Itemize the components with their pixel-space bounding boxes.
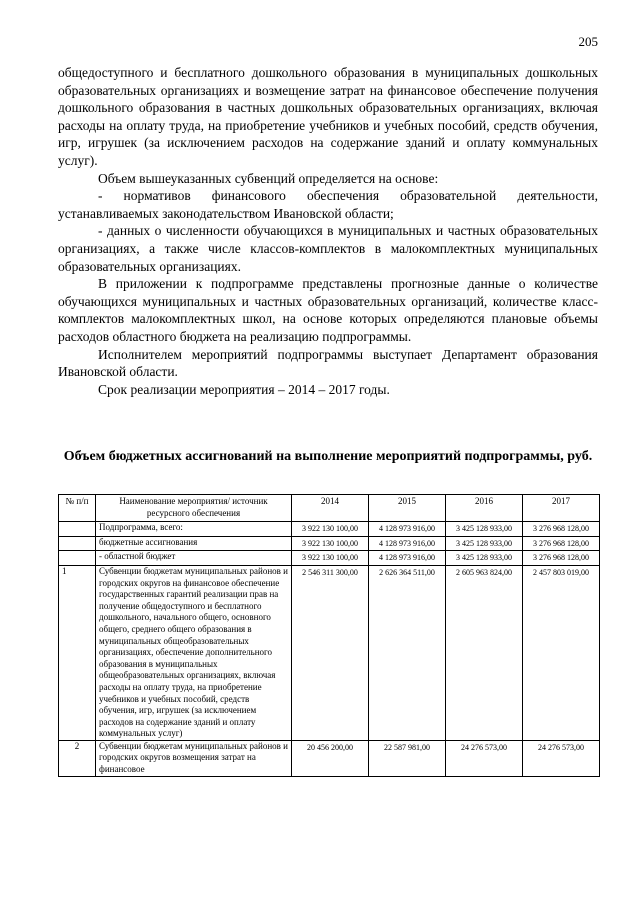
table-cell [59,536,96,551]
table-cell [59,551,96,566]
table-cell: 24 276 573,00 [523,740,600,776]
paragraph: - нормативов финансового обеспечения образовательной деятельности, устанавливаемых законодательством Ивановской области; [58,188,598,221]
table-cell: 2 546 311 300,00 [292,565,369,740]
table-cell: 1 [59,565,96,740]
table-cell: 3 276 968 128,00 [523,522,600,537]
header-cell-number: № п/п [59,495,96,522]
table-header-row [59,495,600,522]
table-title: Объем бюджетных ассигнований на выполнение мероприятий подпрограммы, руб. [63,449,593,464]
paragraph: В приложении к подпрограмме представлены прогнозные данные о количестве обучающихся муниципальных и частных образовательных организаций, количестве класс-комплектов малокомплектных школ, на основе которых определяются плановые объемы расходов областного бюджета на реализацию подпрограммы. [58,276,598,344]
table-cell: Субвенции бюджетам муниципальных районов и городских округов на финансовое обеспечение государственных гарантий реализации прав на получение общедоступного и бесплатного дошкольного, начального общего, основного общего, среднего общего образования в муниципальных общеобразовательных организациях, обеспечение дополнительного образования в муниципальных общеобразовательных организациях, включая расходы на оплату труда, на приобретение учебников и учебных пособий, средств обучения, игр, игрушек (за исключением расходов на содержание зданий и оплату коммунальных услуг) [96,565,292,740]
table-cell: 2 626 364 511,00 [369,565,446,740]
table-cell: 3 425 128 933,00 [446,522,523,537]
table-cell: 3 276 968 128,00 [523,551,600,566]
paragraph: - данных о численности обучающихся в муниципальных и частных образовательных организациях, а также числе классов-комплектов в малокомплектных муниципальных образовательных организациях. [58,223,598,274]
table-row [59,565,600,740]
paragraph: Исполнителем мероприятий подпрограммы выступает Департамент образования Ивановской области. [58,346,598,380]
header-cell-2014: 2014 [292,495,369,522]
table-cell: 2 457 803 019,00 [523,565,600,740]
table-cell: 3 425 128 933,00 [446,551,523,566]
table-cell: 22 587 981,00 [369,740,446,776]
table-row [59,740,600,776]
table-cell [59,522,96,537]
body-text [58,64,598,398]
table-cell: 4 128 973 916,00 [369,536,446,551]
table-cell: - областной бюджет [96,551,292,566]
table-cell: 3 922 130 100,00 [292,522,369,537]
table-cell: 3 922 130 100,00 [292,536,369,551]
table-cell: 4 128 973 916,00 [369,551,446,566]
table-cell: 3 922 130 100,00 [292,551,369,566]
table-cell: 20 456 200,00 [292,740,369,776]
paragraph: Объем вышеуказанных субвенций определяется на основе: [98,170,439,186]
paragraph: общедоступного и бесплатного дошкольного образования в муниципальных дошкольных образовательных организациях и возмещение затрат на финансовое обеспечение получения дошкольного образования в частных дошкольных образовательных организациях, включая расходы на оплату труда, на приобретение учебников и учебных пособий, средств обучения, игр, игрушек (за исключением расходов на содержание зданий и оплату коммунальных услуг). [58,65,598,168]
page-number: 205 [578,34,598,49]
header-cell-2015: 2015 [369,495,446,522]
table-cell: 3 276 968 128,00 [523,536,600,551]
table-cell: 24 276 573,00 [446,740,523,776]
header-cell-2017: 2017 [523,495,600,522]
table-cell: 4 128 973 916,00 [369,522,446,537]
table-cell: 2 [59,740,96,776]
budget-table [58,494,600,777]
table-row [59,536,600,551]
table-cell: Субвенции бюджетам муниципальных районов и городских округов возмещения затрат на финансовое [96,740,292,776]
table-cell: 2 605 963 824,00 [446,565,523,740]
paragraph: Срок реализации мероприятия – 2014 – 2017 годы. [98,381,390,397]
header-cell-2016: 2016 [446,495,523,522]
table-cell: Подпрограмма, всего: [96,522,292,537]
header-cell-name: Наименование мероприятия/ источник ресурсного обеспечения [96,495,292,522]
table-row [59,551,600,566]
table-cell: 3 425 128 933,00 [446,536,523,551]
table-cell: бюджетные ассигнования [96,536,292,551]
table-row [59,522,600,537]
